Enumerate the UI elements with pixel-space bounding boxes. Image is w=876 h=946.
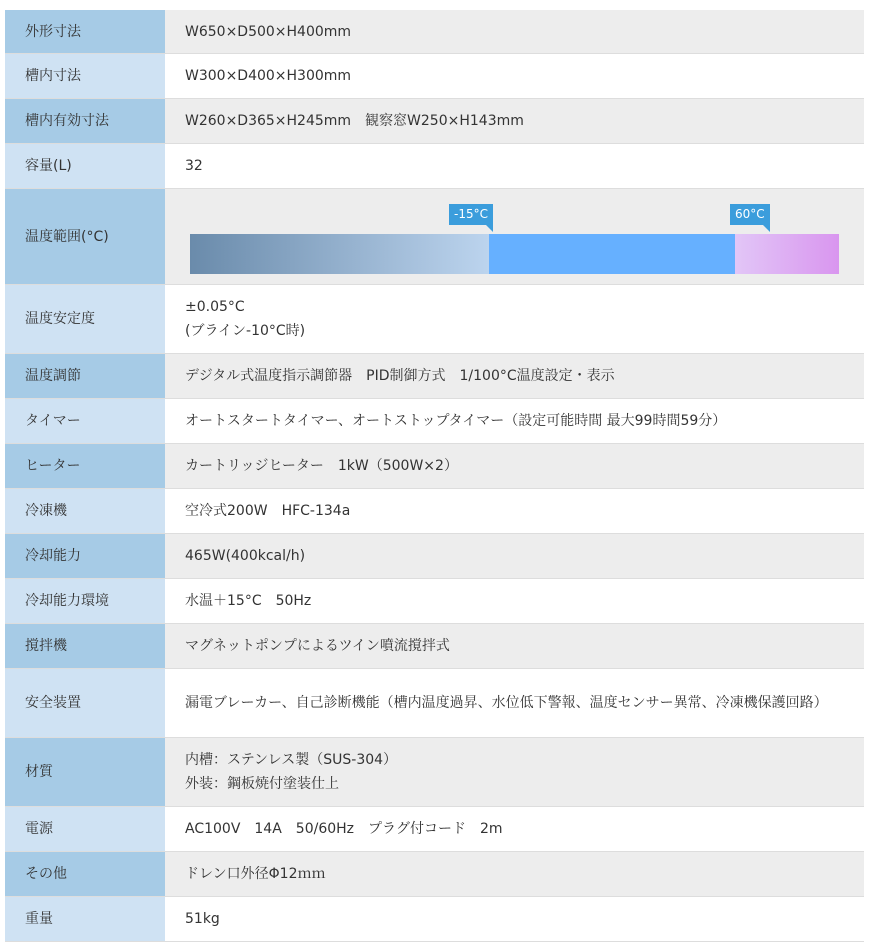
- row-label: 容量(L): [5, 144, 165, 189]
- row-label: 外形寸法: [5, 10, 165, 54]
- table-row: [5, 807, 864, 852]
- row-value: AC100V 14A 50/60Hz プラグ付コード 2m: [165, 807, 864, 852]
- row-value: ドレン口外径Φ12ｍｍ: [165, 852, 864, 897]
- row-value: 32: [165, 144, 864, 189]
- row-label: ヒーター: [5, 444, 165, 489]
- range-max-marker: 60°C: [730, 204, 770, 225]
- temperature-range-visual: [185, 189, 846, 284]
- row-label: その他: [5, 852, 165, 897]
- row-value: マグネットポンプによるツイン噴流撹拌式: [165, 624, 864, 669]
- value-line: (ブライン-10°C時): [185, 323, 306, 339]
- row-value: W650×D500×H400mm: [165, 10, 864, 54]
- table-row: [5, 852, 864, 897]
- table-row: [5, 354, 864, 399]
- value-line: 外装：鋼板焼付塗装仕上: [185, 776, 339, 792]
- table-row: [5, 534, 864, 579]
- table-row: [5, 144, 864, 189]
- row-label: 安全装置: [5, 669, 165, 738]
- row-value: 水温＋15°C 50Hz: [165, 579, 864, 624]
- row-value: W260×D365×H245mm 観察窓W250×H143mm: [165, 99, 864, 144]
- row-label: 槽内有効寸法: [5, 99, 165, 144]
- row-label: 冷却能力環境: [5, 579, 165, 624]
- value-line: 内槽：ステンレス製（SUS-304）: [185, 752, 398, 768]
- range-segment-operating: [489, 234, 735, 274]
- table-row: [5, 285, 864, 354]
- row-label: タイマー: [5, 399, 165, 444]
- row-label: 冷凍機: [5, 489, 165, 534]
- row-value: [165, 285, 864, 354]
- table-row: [5, 99, 864, 144]
- temperature-range-cell: [165, 189, 864, 285]
- row-label: 温度範囲(°C): [5, 189, 165, 285]
- range-min-marker: -15°C: [449, 204, 493, 225]
- temperature-range-bar: [190, 234, 839, 274]
- table-row: [5, 54, 864, 99]
- table-row: [5, 10, 864, 54]
- row-value: W300×D400×H300mm: [165, 54, 864, 99]
- row-value: カートリッジヒーター 1kW（500W×2）: [165, 444, 864, 489]
- row-label: 槽内寸法: [5, 54, 165, 99]
- row-label: 温度安定度: [5, 285, 165, 354]
- table-row: [5, 189, 864, 285]
- row-label: 温度調節: [5, 354, 165, 399]
- row-value: デジタル式温度指示調節器 PID制御方式 1/100°C温度設定・表示: [165, 354, 864, 399]
- table-row: [5, 399, 864, 444]
- row-value: オートスタートタイマー、オートストップタイマー（設定可能時間 最大99時間59分）: [165, 399, 864, 444]
- table-row: [5, 897, 864, 942]
- value-line: ±0.05°C: [185, 299, 245, 315]
- row-label: 冷却能力: [5, 534, 165, 579]
- row-value: 漏電ブレーカー、自己診断機能（槽内温度過昇、水位低下警報、温度センサー異常、冷凍機保護回路）: [165, 669, 864, 738]
- row-value: 465W(400kcal/h): [165, 534, 864, 579]
- table-row: [5, 489, 864, 534]
- spec-table: [5, 9, 864, 942]
- row-value: 51kg: [165, 897, 864, 942]
- row-label: 材質: [5, 738, 165, 807]
- table-row: [5, 444, 864, 489]
- table-row: [5, 579, 864, 624]
- table-row: [5, 624, 864, 669]
- table-row: [5, 738, 864, 807]
- range-segment-cold: [190, 234, 489, 274]
- row-value: [165, 738, 864, 807]
- row-label: 電源: [5, 807, 165, 852]
- row-value: 空冷式200W HFC-134a: [165, 489, 864, 534]
- range-segment-hot: [735, 234, 839, 274]
- table-row: [5, 669, 864, 738]
- row-label: 撹拌機: [5, 624, 165, 669]
- row-label: 重量: [5, 897, 165, 942]
